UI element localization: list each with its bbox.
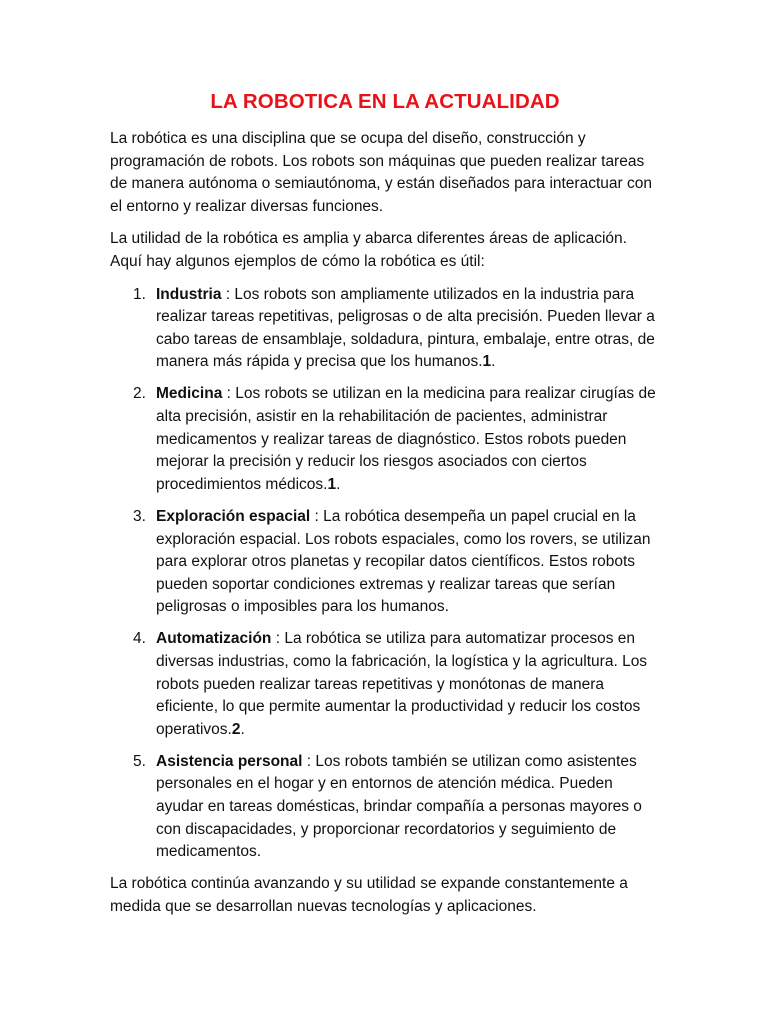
- reference-number: 1: [482, 353, 492, 371]
- list-text: : La robótica se utiliza para automatizar procesos en diversas industrias, como la fabricación, la logística y la agricultura. Los robots pueden realizar tareas repetitivas y monótonas de manera eficiente, lo que permite aumentar la productividad y reducir los costos operativos.: [156, 630, 648, 738]
- list-number: 1.: [133, 285, 146, 303]
- list-term: Industria: [156, 285, 222, 303]
- list-text: : La robótica desempeña un papel crucial en la exploración espacial. Los robots espaciales, como los rovers, se utilizan para explorar otros planetas y recopilar datos científicos. Estos robots pueden soportar condiciones extremas y realizar tareas que serían peligrosas o imposibles para los humanos.: [156, 507, 651, 616]
- list-end: .: [336, 475, 341, 493]
- examples-list: [110, 284, 660, 864]
- list-item-industria: [110, 284, 660, 374]
- closing-paragraph: La robótica continúa avanzando y su utilidad se expande constantemente a medida que se desarrollan nuevas tecnologías y aplicaciones.: [110, 875, 628, 915]
- list-item-automatizacion: [110, 628, 660, 741]
- document-body: [110, 88, 660, 919]
- list-item-asistencia-personal: [110, 751, 660, 864]
- list-text: : Los robots son ampliamente utilizados en la industria para realizar tareas repetitivas, peligrosas o de alta precisión. Pueden llevar a cabo tareas de ensamblaje, soldadura, pintura, embalaje, entre otras, de manera más rápida y precisa que los humanos.: [156, 285, 655, 371]
- list-term: Exploración espacial: [156, 507, 311, 525]
- reference-number: 1: [327, 475, 337, 493]
- list-number: 4.: [133, 630, 146, 648]
- reference-number: 2: [231, 720, 241, 738]
- list-number: 2.: [133, 385, 146, 403]
- list-end: .: [240, 720, 245, 738]
- list-text: : Los robots se utilizan en la medicina para realizar cirugías de alta precisión, asistir en la rehabilitación de pacientes, administrar medicamentos y realizar tareas de diagnóstico. Estos robots pueden mejorar la precisión y reducir los riesgos asociados con ciertos procedimientos médicos.: [156, 385, 656, 493]
- document-title: LA ROBOTICA EN LA ACTUALIDAD: [210, 90, 560, 113]
- list-term: Automatización: [156, 630, 272, 648]
- list-end: .: [491, 353, 496, 371]
- list-term: Medicina: [156, 385, 223, 403]
- list-item-exploracion-espacial: [110, 506, 660, 619]
- list-text: : Los robots también se utilizan como asistentes personales en el hogar y en entornos de atención médica. Pueden ayudar en tareas domésticas, brindar compañía a personas mayores o con discapacidades, y proporcionar recordatorios y seguimiento de medicamentos.: [156, 752, 642, 861]
- list-number: 5.: [133, 752, 146, 770]
- intro-paragraph: La robótica es una disciplina que se ocupa del diseño, construcción y programación de robots. Los robots son máquinas que pueden realizar tareas de manera autónoma o semiautónoma, y están diseñados para interactuar con el entorno y realizar diversas funciones.: [110, 130, 652, 215]
- list-number: 3.: [133, 507, 146, 525]
- usefulness-paragraph: La utilidad de la robótica es amplia y abarca diferentes áreas de aplicación. Aquí hay algunos ejemplos de cómo la robótica es útil:: [110, 230, 627, 270]
- list-item-medicina: [110, 383, 660, 496]
- list-term: Asistencia personal: [156, 752, 303, 770]
